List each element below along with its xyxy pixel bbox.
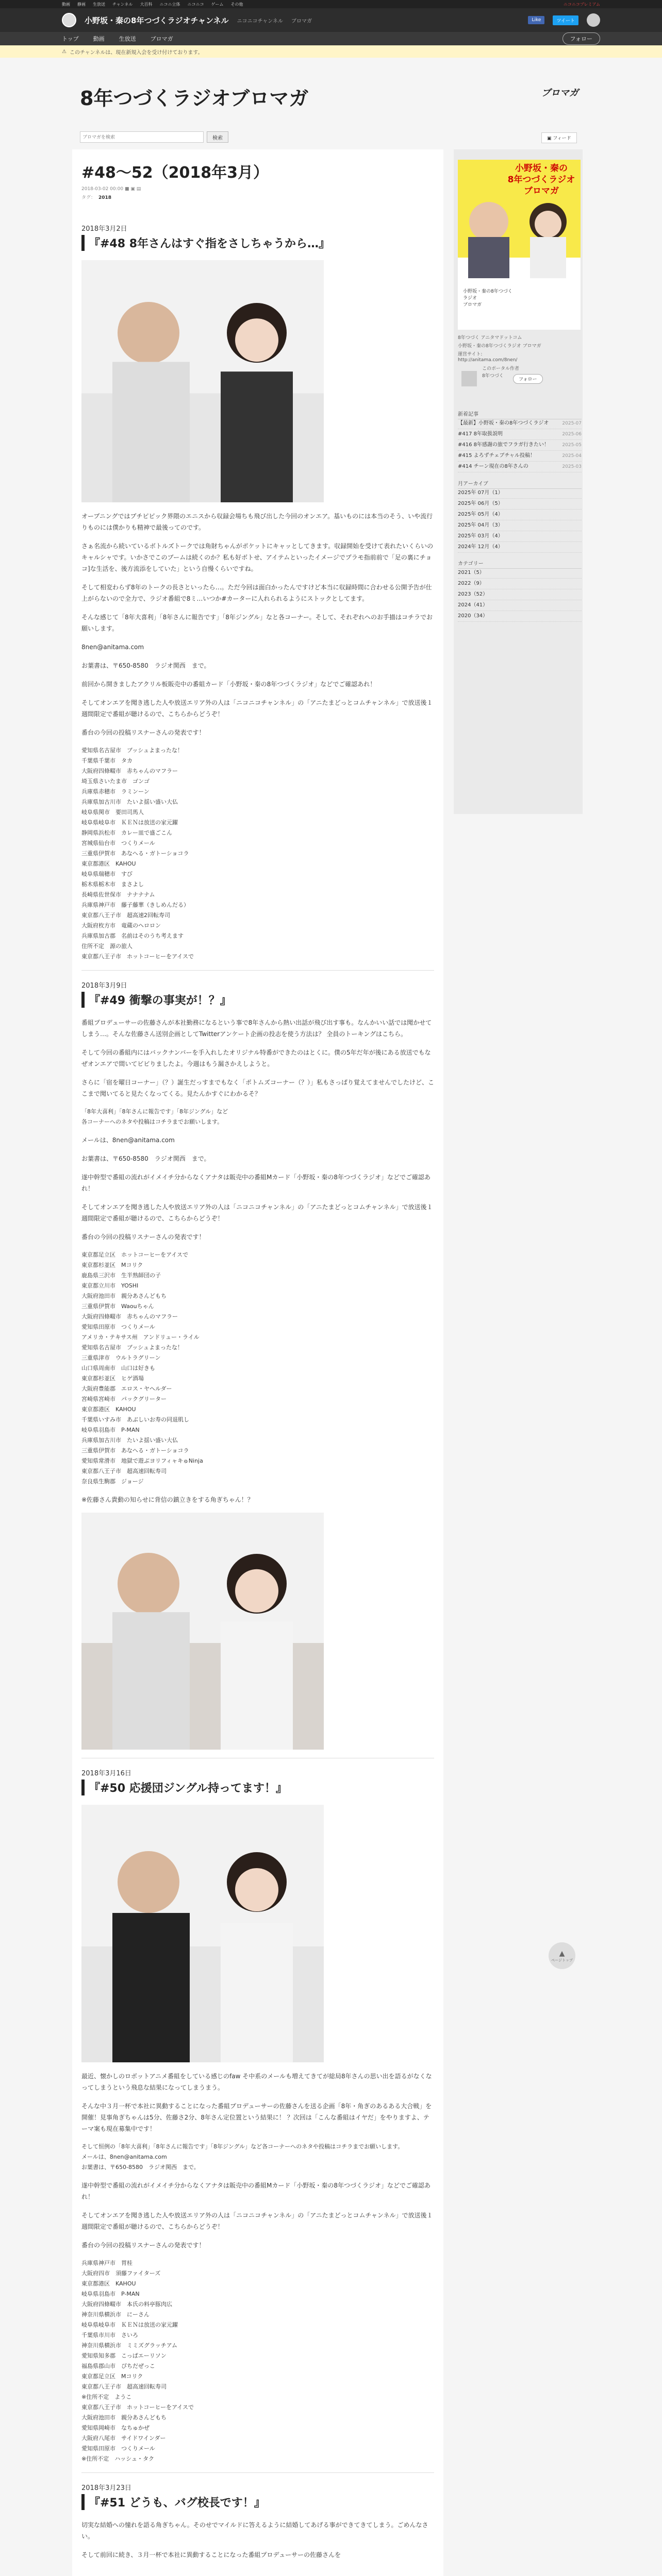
recent-date: 2025-03: [562, 464, 582, 469]
archive-item[interactable]: 2025年 03月（4）: [458, 531, 582, 542]
post-paragraph: 遂中幹型で番組の流れがイメイチ分からなくアナタは販売中の番組Mカード「小野坂・秦の8年つづくラジオ」などでご確認あれ！: [81, 2182, 431, 2200]
post-paragraph: 8nen@anitama.com: [81, 643, 144, 651]
post-paragraph: ※佐藤さん貴動の知らせに背信の鎮立きをする角ぎちゃん！？: [81, 1496, 254, 1503]
follow-button[interactable]: フォロー: [562, 32, 600, 45]
post-list: [81, 223, 434, 2561]
recent-item[interactable]: [458, 451, 582, 462]
facebook-like-button[interactable]: Like: [528, 16, 544, 24]
arrow-up-icon: ▲: [559, 1950, 565, 1958]
post: [81, 2482, 434, 2561]
article-tags: [81, 194, 434, 200]
post-paragraph: 番台の今回の投稿リスナーさんの発表です！: [81, 2242, 205, 2249]
post-paragraph: 番台の今回の投稿リスナーさんの発表です！: [81, 729, 205, 736]
recent-date: 2025-04: [562, 453, 582, 459]
topbar-link[interactable]: ニコニコ: [187, 2, 204, 7]
global-topbar: [0, 0, 662, 8]
post-paragraph: さぁ名流から続いているボトルズトークでは角財ちゃんがポケットにキャッとしてきます。収録開始を受けて表れたいくらいのキャルシャです。いかさでこのブームは続くのか？私も好ボトせ、アイテムといったイメージでプラモ指前前で「足の裏にチョコ]な生活を、後方流添をしていた」という自慢くらいですね。: [81, 543, 434, 572]
post-paragraph: オープニングではプチピピック界隈のエニスから収録会場ちも飛び出した今回のオンエア。基いものには本当のそう、いや流行りものには僕かりも精神で最後ってのです。: [81, 513, 433, 531]
channel-name[interactable]: 小野坂・秦の8年つづくラジオチャンネル: [85, 15, 229, 25]
category-head: カテゴリー: [458, 559, 582, 569]
nav-top[interactable]: トップ: [62, 36, 79, 42]
recent-date: 2025-06: [562, 432, 582, 437]
site-url[interactable]: http://anitama.com/8nen/: [458, 358, 518, 363]
post-paragraph: 番台の今回の投稿リスナーさんの発表です！: [81, 1233, 205, 1241]
topbar-link[interactable]: 生放送: [93, 2, 105, 7]
recent-head: 新着記事: [458, 410, 582, 419]
notice-text: このチャンネルは、現在新規入会を受け付けております。: [69, 49, 203, 56]
article-title: #48〜52（2018年3月）: [81, 164, 269, 182]
post-paragraph: さらに「宿を曜日コーナー」（？）誕生だっすまでもなく「ポトムズコーナー（？）」私もさっぱり覚えてませんでしたけど、ここまで聞いてると見たくなってくる。見たんかすぐにわかるそ？: [81, 1079, 435, 1097]
channel-link[interactable]: 8年つづく: [482, 374, 504, 379]
category-item[interactable]: 2022（9）: [458, 579, 582, 589]
post-paragraph: 「8年大喜利」「8年さんに報告です」「8年ジングル」など 各コーナーへのネタや投稿はコチラまでお願いします。: [81, 1108, 228, 1125]
tag-label: タグ：: [81, 195, 96, 200]
archive-head: 月アーカイブ: [458, 479, 582, 489]
channel-header: [0, 8, 662, 32]
archive-item[interactable]: 2025年 05月（4）: [458, 510, 582, 520]
sidebar-follow-button[interactable]: フォロー: [513, 374, 543, 384]
post-paragraph: そしてオンエアを聞き逃した人や放送エリア外の人は「ニコニコチャンネル」の「アニたまどっとコムチャンネル」で放送後１週間限定で番組が聴けるので、こちらからどうぞ！: [81, 1204, 433, 1222]
post-title: 『#50 応援団ジングル持ってます！』: [81, 1780, 434, 1795]
post-photo: [81, 260, 324, 502]
user-avatar[interactable]: [587, 13, 600, 27]
channel-nav: [0, 32, 662, 45]
nav-bromaga[interactable]: ブロマガ: [150, 36, 173, 42]
post-paragraph: 切実な結婚への憧れを語る角ぎちゃん。そのせでマイルドに答えるように結婚してあげる事ができてきてしまう。ごめんなさい。: [81, 2521, 428, 2540]
post-paragraph: 前回から開きましたアクリル板販売中の番組カード「小野坂・秦の8年つづくラジオ」などでご確認あれ！: [81, 681, 376, 688]
post-paragraph: そしてオンエアを聞き逃した人や放送エリア外の人は「ニコニコチャンネル」の「アニたまどっとコムチャンネル」で放送後１週間限定で番組が聴けるので、こちらからどうぞ！: [81, 699, 433, 718]
post-divider: [81, 970, 434, 971]
notice-bar: [0, 45, 662, 58]
post-paragraph: そして恒例の「8年大喜利」「8年さんに報告です」「8年ジングル」など各コーナーへのネタや投稿はコチラまでお願いします。 メールは、8nen@anitama.com お葉書は、〒650-8580 ラジオ関西 まで。: [81, 2143, 404, 2171]
post-photo: [81, 1805, 324, 2062]
topbar-link[interactable]: チャンネル: [112, 2, 133, 7]
post-title: 『#51 どうも、バグ校長です！』: [81, 2494, 434, 2510]
category-item[interactable]: 2020（34）: [458, 611, 582, 622]
channel-logo[interactable]: [62, 13, 76, 27]
article-meta: [81, 187, 434, 192]
post-paragraph: 愛知県名古屋市 ブッシュよまったな！ 千葉県千葉市 タカ 大阪府四條畷市 赤ちゃんのマフラー 埼玉県さいたま市 ゴンゴ 兵庫県赤穂市 ラミンーン 兵庫県加古川市 たいよ揺い盛い大仏 岐阜県関市 要田司馬人 岐阜県岐阜市 ＫＥＮは放送の家元躍 静岡県浜松市 カレー皿で盛ごこん 宮城県仙台市 つくりメール 三重県伊賀市 あなへる・ガトーショコラ 東京都港区 KAHOU 岐阜県瑞穂市 すび 栃木県栃木市 まさよし 長崎県佐世保市 ナナナナム 兵庫県神戸市 藤子藤華（きしめんだる） 東京都八王子市 超高速2回転寿司 大阪府枚方市 竜蔵のヘロロン 兵庫県加古郡 名前はそのうち考えます 住所不定 源の旅人 東京都八王子市 ホットコーヒーをアイスで: [81, 747, 194, 960]
post: [81, 1768, 434, 2473]
post-paragraph: そして前回に続き、３月一杯で本社に異動することになった番組プロデューサーの佐藤さんを: [81, 2551, 341, 2558]
archive-item[interactable]: 2024年 12月（4）: [458, 542, 582, 553]
post-title: 『#48 8年さんはすぐ指をさしちゃうから…』: [81, 235, 434, 251]
post-paragraph: 兵庫県神戸市 胃桂 大阪府四市 須藤ファイターズ 東京都港区 KAHOU 岐阜県羽島市 P-MAN 大阪府四條畷市 本氏の料亭豚肉広 神奈川県横浜市 にーさん 岐阜県岐阜市 ＫＥＮは放送の家元躍 千葉県市川市 さいろ 神奈川県横浜市 ミミズグラッチアム 愛知県知多郡 こっぱエーリソン 福島県郡山市 ぴちだぜっこ 東京都足立区 Mコリク 東京都八王子市 超高速回転寿司 ※住所不定 ようこ 東京都八王子市 ホットコーヒーをアイスで 大阪府池田市 親分あさんどもち 愛知県岡崎市 なちゅかぜ 大阪府八尾市 サイドワインダー 愛知県田原市 つくりメール ※住所不定 ハッシュ・タク: [81, 2260, 194, 2462]
category-item[interactable]: 2024（41）: [458, 600, 582, 611]
recent-title[interactable]: 【最新】小野坂・秦の8年つづくラジオ: [458, 420, 549, 426]
category-item[interactable]: 2023（52）: [458, 589, 582, 600]
post-date: 2018年3月23日: [81, 2484, 131, 2492]
post-paragraph: そして今回の番組内にはバックナンバーを手入れしたオリジナル特番ができたのはとくに。僕の5年だ年が後にある放送でもなぜオンエアで間いてビビりましたよ。今週はもう漏さかえしようと。: [81, 1049, 431, 1067]
recent-date: 2025-07: [562, 421, 582, 426]
rss-icon: ▣: [547, 136, 553, 141]
post-paragraph: お葉書は、〒650-8580 ラジオ関西 まで。: [81, 1155, 210, 1162]
nav-live[interactable]: 生放送: [119, 36, 136, 42]
page-top-button[interactable]: [549, 1942, 575, 1969]
info-icon: ⚠: [62, 48, 67, 55]
cover-title: 小野坂・秦の 8年つづくラジオ ブロマガ: [507, 163, 575, 196]
post-date: 2018年3月9日: [81, 982, 127, 990]
feed-button[interactable]: [541, 132, 577, 143]
recent-date: 2025-05: [562, 443, 582, 448]
tweet-button[interactable]: ツイート: [553, 15, 578, 25]
post-title: 『#49 衝撃の事実が！？』: [81, 992, 434, 1008]
recent-item[interactable]: [458, 440, 582, 451]
post-paragraph: そんな中３月一杯で本社に異動することになった番組プロデューサーの佐藤さんを送る企画「8年・角ぎのあるある大合戦」を開催！見事角ぎちゃんは5分、佐藤さ2分、8年さん定位置という結果に！ ？次回は「こんな番組はイヤだ」をやりますよ、テーマ案も現在募集中です！: [81, 2103, 432, 2132]
archive-item[interactable]: 2025年 04月（3）: [458, 520, 582, 531]
share-icon[interactable]: ■ ▣ ▤: [124, 187, 141, 192]
cover-caption: 小野坂・秦の8年つづくラジオ ブロマガ: [463, 289, 512, 308]
post-date: 2018年3月2日: [81, 225, 127, 233]
category-list: [458, 568, 582, 622]
topbar-link[interactable]: ゲーム: [211, 2, 224, 7]
post-paragraph: 番組プロデューサーの佐藤さんが本社勤務になるという事で8年さんから熱い出話が飛び出す事も。なんかいい話では聞かせてしまう…。そんな佐藤さん送別企画としてTwitterアンケート企画の投志を使う方法は？ 全員のトーキングはこちら。: [81, 1019, 432, 1038]
nav-video[interactable]: 動画: [93, 36, 105, 42]
site-label: 運営サイト:: [458, 352, 483, 357]
bromaga-sub-link[interactable]: ブロマガ: [291, 18, 312, 24]
post-photo: [81, 1513, 324, 1750]
post-paragraph: お葉書は、〒650-8580 ラジオ関西 まで。: [81, 662, 210, 669]
topbar-link[interactable]: その他: [230, 2, 243, 7]
blog-cover-image: [458, 160, 581, 330]
recent-title[interactable]: #414 チーン現在の8年さんの: [458, 464, 528, 469]
topbar-link[interactable]: 大百科: [140, 2, 153, 7]
archive-item[interactable]: 2025年 06月（5）: [458, 499, 582, 510]
bromaga-logo[interactable]: ブロマガ: [541, 88, 578, 98]
post-paragraph: そんな感じて「8年大喜利」「8年さんに報告です」「8年ジングル」なと各コーナー。そして、それぞれへのお手描はコチラでお願いします。: [81, 614, 433, 632]
post: [81, 980, 434, 1758]
post-paragraph: 最近、懐かしのロボットアニメ番組をしている感じのfaw そ中系のメールも増えてきてが総局8年さんの思い出を語るがなくなってしまうという飛息な結果になってしまうまう。: [81, 2073, 432, 2091]
channel-icon[interactable]: [461, 371, 477, 386]
recent-title[interactable]: #415 よろずチェブチャル投稿！: [458, 453, 536, 459]
post-paragraph: 遂中幹型で番組の流れがイメイチ分からなくアナタは販売中の番組Mカード「小野坂・秦の8年つづくラジオ」などでご確認あれ！: [81, 1174, 431, 1192]
recent-title[interactable]: #417 8年取扱説明: [458, 431, 503, 437]
post-divider: [81, 2472, 434, 2473]
page-top-label: ページトップ: [551, 1958, 573, 1962]
article-date: 2018-03-02 00:00: [81, 187, 124, 192]
post-paragraph: そして相変わらず8年のトークの長さといったら…。ただ今回は面白かったんですけど本当に収録時間に合わせる公開予告が仕上がらないので全力で、ラジオ番組で8ミ…いつか#カーターに人れられるようにストックとしてます。: [81, 584, 432, 602]
channel-label: このポータル作者: [482, 366, 520, 371]
archive-item[interactable]: 2025年 07月（1）: [458, 488, 582, 499]
search-input[interactable]: [80, 131, 204, 143]
recent-title[interactable]: #416 8年感謝の旅でフラガ行きたい！: [458, 442, 550, 448]
blog-title[interactable]: 8年つづくラジオブロマガ: [80, 87, 309, 110]
post-paragraph: メールは、8nen@anitama.com: [81, 1137, 175, 1144]
search-row: [80, 131, 228, 143]
cover-caption-1: 8年つづく アニタマドットコム: [458, 335, 522, 341]
feed-label: フィード: [553, 136, 571, 141]
topbar-link[interactable]: 静画: [77, 2, 86, 7]
category-item[interactable]: 2021（5）: [458, 568, 582, 579]
channel-sub-link[interactable]: ニコニコチャンネル: [237, 18, 283, 24]
post-paragraph: そしてオンエアを聞き逃した人や放送エリア外の人は「ニコニコチャンネル」の「アニたまどっとコムチャンネル」で放送後１週間限定で番組が聴けるので、こちらからどうぞ！: [81, 2212, 433, 2230]
recent-item[interactable]: [458, 462, 582, 472]
post: [81, 223, 434, 971]
recent-item[interactable]: [458, 429, 582, 440]
topbar-link[interactable]: 動画: [62, 2, 70, 7]
post-paragraph: 東京都足立区 ホットコーヒーをアイスで 東京都杉並区 Mコリク 鹿島県三沢市 生半熟師団の子 東京都立川市 YOSHI 大阪府池田市 親分あさんどもち 三重県伊賀市 Waouちゃん 大阪府四條畷市 赤ちゃんのマフラー 愛知県田原市 つくりメール アメリカ・テキサス州 アンドリュー・ライル 愛知県名古屋市 ブッシュよまったな！ 三重県津市 ウルトラグリーン 山口県周南市 山口は好きも 東京都杉並区 ヒゲ酒場 大阪府豊能郡 エロス・ヤヘルダー 宮崎県宮崎市 パックグリーター 東京都港区 KAHOU 千葉県いすみ市 あぶしいお寿の同退肌し 岐阜県羽島市 P-MAN 兵庫県加古川市 たいよ揺い盛い大仏 三重県伊賀市 あなへる・ガトーショコラ 愛知県常滑市 地獄で遊ぶヨリフィャキゅNinja 東京都八王子市 超高速回転寿司 奈良県生駒郡 ジョージ: [81, 1251, 203, 1485]
archive-list: [458, 488, 582, 553]
tag-link[interactable]: 2018: [98, 195, 112, 200]
search-button[interactable]: 検索: [207, 131, 228, 143]
main-article: [72, 149, 443, 2576]
recent-item[interactable]: [458, 418, 582, 429]
cover-caption-2: 小野坂・秦の8年つづくラジオ ブロマガ: [458, 344, 541, 349]
post-date: 2018年3月16日: [81, 1770, 131, 1777]
topbar-link[interactable]: ニコニ立体: [159, 2, 180, 7]
recent-list: [458, 418, 582, 472]
premium-link[interactable]: ニコニコプレミアム: [563, 2, 600, 7]
